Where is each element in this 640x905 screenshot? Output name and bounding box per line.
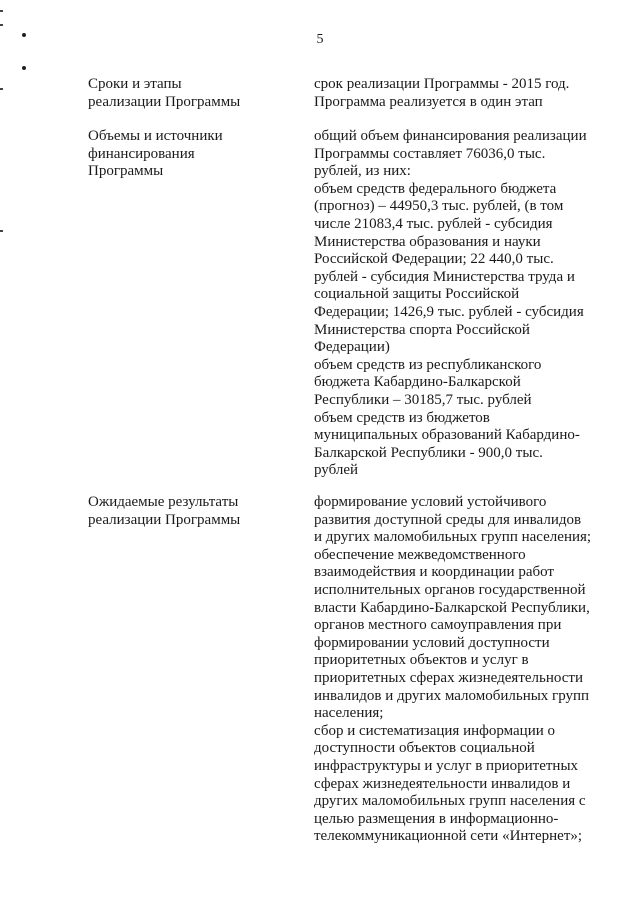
row-value-expected-results — [314, 494, 606, 846]
label-line: реализации Программы — [88, 93, 241, 110]
value-line: приоритетных объектов и услуг в — [314, 652, 529, 669]
label-line: Ожидаемые результаты — [88, 494, 239, 510]
row-label-terms — [88, 76, 288, 111]
value-line: телекоммуникационной сети «Интернет»; — [314, 828, 583, 845]
page-number: 5 — [316, 32, 324, 47]
value-line: формирование условий устойчивого — [314, 494, 547, 510]
scan-edge-tick — [0, 230, 3, 232]
value-line: Программы составляет 76036,0 тыс. — [314, 145, 546, 162]
value-line: общий объем финансирования реализации — [314, 128, 587, 144]
value-line: рублей - субсидия Министерства труда и — [314, 268, 575, 285]
value-line: Программа реализуется в один этап — [314, 93, 543, 110]
value-line: муниципальных образований Кабардино- — [314, 427, 580, 444]
value-line: развития доступной среды для инвалидов — [314, 511, 582, 528]
scan-edge-tick — [0, 10, 3, 12]
value-line: инфраструктуры и услуг в приоритетных — [314, 757, 579, 774]
value-line: Балкарской Республики - 900,0 тыс. — [314, 444, 543, 461]
value-line: Республики – 30185,7 тыс. рублей — [314, 391, 532, 408]
scan-edge-tick — [0, 88, 3, 90]
value-line: инвалидов и других маломобильных групп — [314, 687, 590, 704]
value-line: доступности объектов социальной — [314, 740, 535, 757]
value-line: объем средств из республиканского — [314, 356, 542, 373]
value-line: приоритетных сферах жизнедеятельности — [314, 669, 584, 686]
scan-dot-mark — [22, 66, 26, 70]
value-line: объем средств федерального бюджета — [314, 180, 557, 197]
scan-edge-tick — [0, 24, 3, 26]
value-line: Федерации) — [314, 339, 390, 356]
label-line: Сроки и этапы — [88, 76, 182, 92]
value-line: объем средств из бюджетов — [314, 409, 490, 426]
value-line: взаимодействия и координации работ — [314, 564, 554, 581]
value-line: Федерации; 1426,9 тыс. рублей - субсидия — [314, 303, 584, 320]
value-line: Министерства образования и науки — [314, 233, 541, 250]
value-line: Российской Федерации; 22 440,0 тыс. — [314, 251, 554, 268]
value-line: рублей — [314, 462, 359, 479]
label-line: финансирования — [88, 145, 195, 162]
value-line: бюджета Кабардино-Балкарской — [314, 374, 521, 391]
value-line: срок реализации Программы - 2015 год. — [314, 76, 570, 92]
row-value-terms — [314, 76, 606, 111]
value-line: целью размещения в информационно- — [314, 810, 559, 827]
value-line: органов местного самоуправления при — [314, 617, 562, 634]
label-line: Программы — [88, 163, 164, 180]
label-line: Объемы и источники — [88, 128, 223, 144]
row-value-funding — [314, 128, 606, 480]
value-line: числе 21083,4 тыс. рублей - субсидия — [314, 215, 553, 232]
value-line: Министерства спорта Российской — [314, 321, 530, 338]
value-line: формировании условий доступности — [314, 634, 550, 651]
value-line: власти Кабардино-Балкарской Республики, — [314, 599, 590, 616]
value-line: исполнительных органов государственной — [314, 581, 586, 598]
value-line: сбор и систематизация информации о — [314, 722, 556, 739]
value-line: (прогноз) – 44950,3 тыс. рублей, (в том — [314, 198, 564, 215]
value-line: рублей, из них: — [314, 163, 411, 180]
row-label-expected-results — [88, 494, 288, 529]
value-line: других маломобильных групп населения с — [314, 793, 586, 810]
value-line: и других маломобильных групп населения; — [314, 529, 592, 546]
label-line: реализации Программы — [88, 511, 241, 528]
value-line: сферах жизнедеятельности инвалидов и — [314, 775, 571, 792]
value-line: обеспечение межведомственного — [314, 546, 526, 563]
row-label-funding — [88, 128, 288, 181]
value-line: населения; — [314, 705, 384, 722]
value-line: социальной защиты Российской — [314, 286, 520, 303]
